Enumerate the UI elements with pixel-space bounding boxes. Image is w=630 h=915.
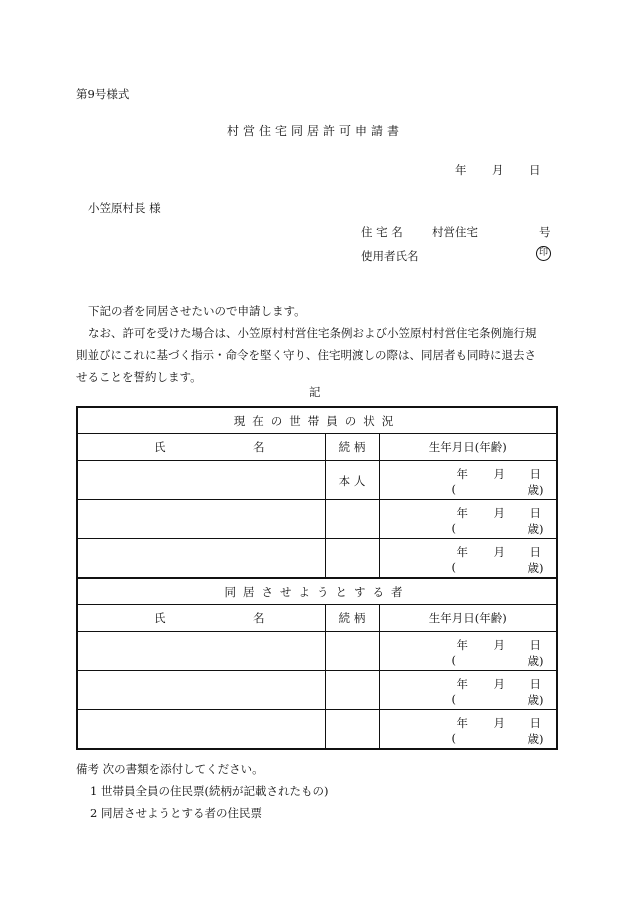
birth-year: 年: [456, 506, 468, 520]
notes-heading: 備考 次の書類を添付してください。: [76, 762, 264, 776]
birth-month: 月: [493, 677, 505, 691]
birth-day: 日: [529, 467, 541, 481]
age-open: (: [451, 731, 456, 745]
age-close: 歳): [527, 693, 544, 707]
age-open: (: [451, 692, 456, 706]
name-cell[interactable]: [77, 500, 325, 539]
relation-cell[interactable]: [325, 632, 379, 671]
housing-suffix: 号: [539, 225, 551, 239]
section-cohabitant-title-text: 同居させようとする者: [224, 584, 410, 599]
header-name-1: 氏: [154, 611, 166, 625]
header-name: [77, 434, 325, 461]
name-cell[interactable]: [77, 671, 325, 710]
table-row: [77, 500, 557, 539]
table-row: [77, 539, 557, 579]
date-day: 日: [529, 163, 541, 177]
addressee: 小笠原村長 様: [88, 201, 161, 215]
body-line-1: 下記の者を同居させたいので申請します。: [88, 304, 306, 318]
birth-cell[interactable]: [379, 539, 557, 579]
relation-cell[interactable]: [325, 710, 379, 750]
household-table: [76, 406, 558, 750]
relation-cell[interactable]: [325, 461, 379, 500]
header-name: [77, 605, 325, 632]
date-year: 年: [455, 163, 467, 177]
user-name-label: 使用者氏名: [361, 249, 419, 263]
name-cell[interactable]: [77, 539, 325, 579]
birth-day: 日: [529, 545, 541, 559]
birth-year: 年: [456, 467, 468, 481]
birth-day: 日: [529, 677, 541, 691]
birth-cell[interactable]: [379, 632, 557, 671]
age-close: 歳): [527, 732, 544, 746]
form-title: 村営住宅同居許可申請書: [227, 124, 404, 138]
age-open: (: [451, 521, 456, 535]
notes-item-1: 1 世帯員全員の住民票(続柄が記載されたもの): [90, 784, 329, 798]
age-close: 歳): [527, 561, 544, 575]
age-close: 歳): [527, 483, 544, 497]
header-relation: 続 柄: [325, 434, 379, 461]
section-current-title: [77, 407, 557, 434]
body-line-4: せることを誓約します。: [76, 370, 202, 384]
header-birth: 生年月日(年齢): [379, 434, 557, 461]
notes-item-2: 2 同居させようとする者の住民票: [90, 806, 262, 820]
table-row: [77, 632, 557, 671]
relation-cell[interactable]: [325, 500, 379, 539]
birth-cell[interactable]: [379, 671, 557, 710]
header-name-1: 氏: [154, 440, 166, 454]
birth-day: 日: [529, 638, 541, 652]
header-birth: 生年月日(年齢): [379, 605, 557, 632]
date-month: 月: [492, 163, 504, 177]
header-name-2: 名: [253, 611, 265, 625]
birth-cell[interactable]: [379, 710, 557, 750]
self-label: 本 人: [338, 474, 366, 488]
ki-label: 記: [309, 385, 321, 399]
name-cell[interactable]: [77, 710, 325, 750]
birth-day: 日: [529, 716, 541, 730]
birth-month: 月: [493, 506, 505, 520]
birth-cell[interactable]: [379, 500, 557, 539]
header-relation: 続 柄: [325, 605, 379, 632]
birth-year: 年: [456, 638, 468, 652]
birth-month: 月: [493, 545, 505, 559]
age-open: (: [451, 482, 456, 496]
name-cell[interactable]: [77, 461, 325, 500]
section-cohabitant-title: [77, 578, 557, 605]
table-row: [77, 461, 557, 500]
age-open: (: [451, 653, 456, 667]
form-number: 第9号様式: [76, 87, 130, 101]
table-row: [77, 710, 557, 750]
birth-month: 月: [493, 716, 505, 730]
relation-cell[interactable]: [325, 671, 379, 710]
housing-value: 村営住宅: [432, 225, 478, 239]
section-current-title-text: 現在の世帯員の状況: [233, 413, 401, 428]
age-close: 歳): [527, 654, 544, 668]
table-row: [77, 671, 557, 710]
birth-month: 月: [493, 638, 505, 652]
body-line-2: なお、許可を受けた場合は、小笠原村村営住宅条例および小笠原村村営住宅条例施行規: [88, 326, 537, 340]
age-close: 歳): [527, 522, 544, 536]
birth-year: 年: [456, 677, 468, 691]
birth-cell[interactable]: [379, 461, 557, 500]
birth-year: 年: [456, 716, 468, 730]
seal-icon: 印: [536, 246, 551, 261]
housing-label: 住 宅 名: [361, 225, 403, 239]
relation-cell[interactable]: [325, 539, 379, 579]
birth-month: 月: [493, 467, 505, 481]
birth-year: 年: [456, 545, 468, 559]
age-open: (: [451, 560, 456, 574]
body-line-3: 則並びにこれに基づく指示・命令を堅く守り、住宅明渡しの際は、同居者も同時に退去さ: [76, 348, 536, 362]
birth-day: 日: [529, 506, 541, 520]
header-name-2: 名: [253, 440, 265, 454]
name-cell[interactable]: [77, 632, 325, 671]
